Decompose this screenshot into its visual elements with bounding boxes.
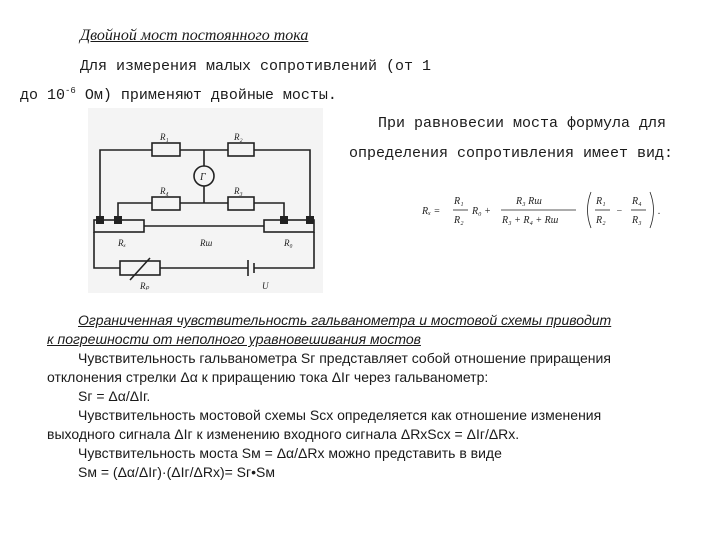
resistor-r4 <box>152 197 180 210</box>
formula-t1-num: R₁ <box>454 196 464 207</box>
double-bridge-circuit-diagram <box>88 108 323 293</box>
formula-t2-num: R₃ Rш <box>516 196 542 207</box>
terminal-1 <box>96 216 104 224</box>
formula-t3a-den: R₂ <box>596 215 606 226</box>
formula-t1-mul: R₀ + <box>472 206 491 217</box>
resistor-r2-top <box>228 143 254 156</box>
formula-lhs: Rₓ = <box>422 206 441 217</box>
label-rsh: Rш <box>200 238 213 248</box>
paren-right <box>650 192 654 228</box>
intro-line-2 <box>20 86 337 104</box>
label-r0: R₀ <box>284 238 293 248</box>
label-rp: Rₚ <box>140 281 150 291</box>
resistor-r1-top <box>152 143 180 156</box>
page-title: Двойной мост постоянного тока <box>80 27 309 44</box>
label-galvanometer: Г <box>200 172 206 183</box>
galv-sensitivity-line-2: отклонения стрелки Δα к приращению тока ΔIг через гальванометр: <box>47 369 489 385</box>
formula-intro-line-1: При равновесии моста формула для <box>378 115 667 132</box>
formula-t3a-num: R₁ <box>596 196 606 207</box>
resistor-r3 <box>228 197 254 210</box>
galv-sensitivity-formula: Sг = Δα/ΔIг. <box>78 388 151 404</box>
formula-t2-den: R₃ + R₄ + Rш <box>502 215 559 226</box>
terminal-4 <box>306 216 314 224</box>
paren-left <box>588 192 592 228</box>
formula-minus: − <box>616 206 623 217</box>
bridge-sensitivity-line-1: Чувствительность моста Sм = Δα/ΔRх можно представить в виде <box>78 445 502 461</box>
formula-t1-den: R₂ <box>454 215 464 226</box>
intro-line-2-pre: до 10 <box>20 87 66 104</box>
label-rx: Rₓ <box>118 238 127 248</box>
label-r1-top: R₁ <box>160 132 169 142</box>
galv-sensitivity-line-1: Чувствительность гальванометра Sг представляет собой отношение приращения <box>78 350 611 366</box>
formula-t3b-den: R₃ <box>632 215 642 226</box>
scheme-sensitivity-line-2: выходного сигнала ΔIг к изменению входного сигнала ΔRхSсх = ΔIг/ΔRх. <box>47 426 520 442</box>
label-r2-top: R₂ <box>234 132 243 142</box>
intro-line-2-post: Ом) применяют двойные мосты. <box>75 87 337 104</box>
terminal-3 <box>280 216 288 224</box>
intro-line-1: Для измерения малых сопротивлений (от 1 <box>80 58 432 75</box>
formula-tail: . <box>658 206 661 217</box>
balance-formula <box>420 182 670 242</box>
label-r4: R₄ <box>160 186 169 196</box>
terminal-2 <box>114 216 122 224</box>
intro-exponent: -6 <box>65 86 76 96</box>
formula-t3b-num: R₄ <box>632 196 642 207</box>
bridge-sensitivity-formula: Sм = (Δα/ΔIг)·(ΔIг/ΔRх)= Sг•Sм <box>78 464 275 480</box>
label-r3: R₃ <box>234 186 243 196</box>
italic-sentence-line-1: Ограниченная чувствительность гальванометра и мостовой схемы приводит <box>78 312 612 328</box>
scheme-sensitivity-line-1: Чувствительность мостовой схемы Sсх определяется как отношение изменения <box>78 407 602 423</box>
formula-intro-line-2: определения сопротивления имеет вид: <box>349 145 674 162</box>
label-u: U <box>262 281 269 291</box>
italic-sentence-line-2: к погрешности от неполного уравновешивания мостов <box>47 331 421 347</box>
